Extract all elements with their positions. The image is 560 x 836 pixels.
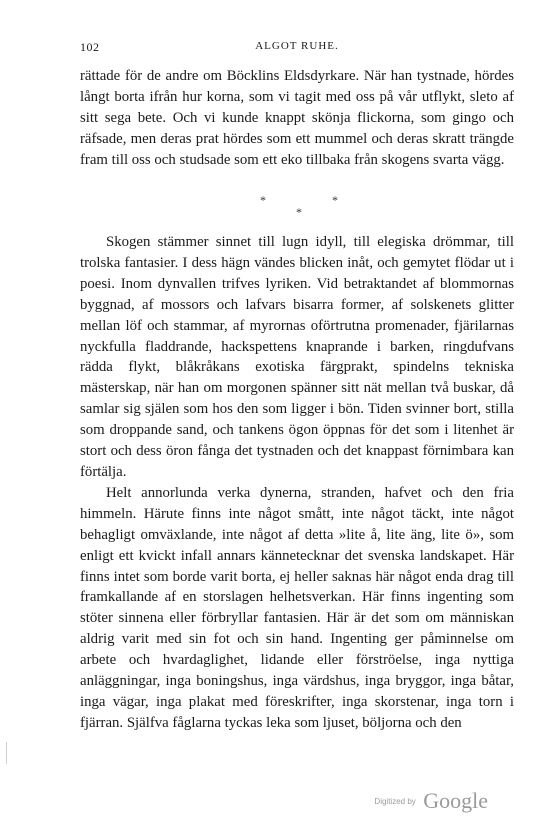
text-block-top (80, 66, 514, 171)
scan-margin-mark (6, 742, 7, 764)
watermark-prefix: Digitized by (374, 796, 416, 806)
paragraph: Skogen stämmer sinnet till lugn idyll, till elegiska drömmar, till trolska fantasier. I dess hägn vändes blicken inåt, och gemytet flödar ut i poesi. Inom dynvallen trifves lyriken. Vid betraktandet af blommornas byggnad, af mossors och lafvars bisarra former, af solskenets glitter mellan löf och stammar, af myrornas oförtrutna promenader, fjärilarnas nyckfulla fladdrande, hackspettens knaprande i barken, ringdufvans rädda flykt, blåkråkans exotiska färgprakt, spindelns tekniska mästerskap, när han om morgonen spänner sitt nät mellan två buskar, då samlar sig själen som hos den som ligger i bön. Tiden svinner bort, stilla som droppande sand, och tankens ögon öppnas för det som i litenhet är stort och dess öron fånga det tystnaden och det knappast förnimbara kan förtälja. (80, 234, 514, 480)
page-header (80, 40, 514, 58)
text-block-bottom (80, 232, 514, 734)
section-break-asterisks (80, 190, 514, 230)
paragraph: Helt annorlunda verka dynerna, stranden, hafvet och den fria himmeln. Härute finns inte något smått, inte något täckt, inte något behagligt omväxlande, inte något af detta »lite å, lite äng, lite ö», som enligt ett kvickt infall annars kännetecknar det svenska landskapet. Här finns intet som borde varit borta, ej heller saknas här något enda drag till framkallande af en storslagen helhetsverkan. Här finns ingenting som stöter sinnena eller förbryllar fantasien. Här är det som om människan aldrig varit med sin fot och sin hand. Ingenting ger påminnelse om arbete och hvardaglighet, lidande eller förströelse, inga nyttiga anläggningar, inga boningshus, inga värdshus, inga bryggor, inga båtar, inga vägar, inga plakat med föreskrifter, inga skorstenar, inga torn i fjärran. Själfva fåglarna tyckas leka som ljuset, böljorna och den (80, 484, 514, 731)
asterisk: * (296, 205, 302, 219)
watermark-brand: Google (423, 788, 488, 813)
paragraph-continued: rättade för de andre om Böcklins Eldsdyrkare. När han tystnade, hördes långt borta ifrån hur korna, som vi tagit med oss på vår utflykt, sleto af sitt sega bete. Och vi kunde knappt skönja flickorna, som gingo och räfsade, men deras prat hördes som ett mummel och deras skratt trängde fram till oss och studsade som ett eko tillbaka från skogens svarta vägg. (80, 68, 514, 168)
asterisk: * (332, 193, 338, 207)
asterisk: * (260, 193, 266, 207)
page-number: 102 (80, 40, 100, 54)
digitization-watermark (374, 788, 488, 814)
running-title: ALGOT RUHE. (255, 40, 339, 52)
